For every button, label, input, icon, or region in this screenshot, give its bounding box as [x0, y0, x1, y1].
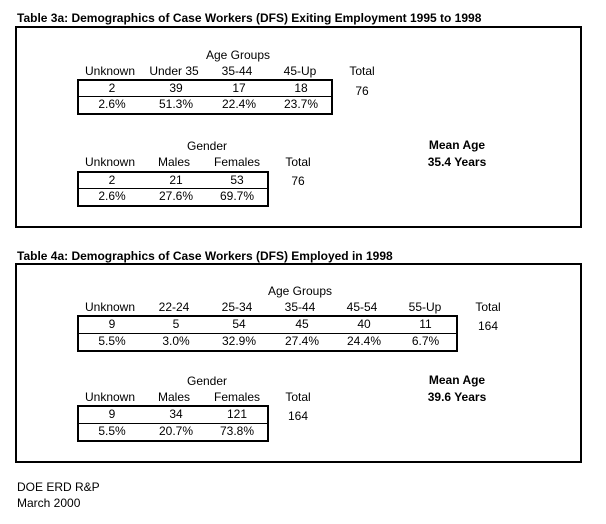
age-total-value: 164 [477, 319, 499, 333]
footer-date: March 2000 [17, 496, 81, 510]
age-count-cell: 40 [333, 317, 395, 334]
gender-percent-cell: 5.5% [98, 423, 126, 438]
mean-age-value: 39.6 Years [427, 390, 487, 404]
gender-col-header: Females [213, 390, 260, 404]
gender-count-cell: 2 [79, 173, 145, 189]
table-4a-title: Table 4a: Demographics of Case Workers (DFS) Employed in 1998 [17, 249, 393, 263]
age-total-value: 76 [355, 84, 369, 98]
age-count-cell: 39 [145, 81, 207, 97]
age-data-table [77, 79, 333, 115]
age-col-header: 22-24 [158, 300, 190, 314]
age-col-header: 55-Up [408, 300, 442, 314]
gender-total-value: 164 [287, 409, 309, 423]
age-count-cell: 11 [395, 317, 456, 334]
age-percent-cell: 27.4% [284, 333, 320, 348]
gender-col-header: Females [213, 155, 260, 169]
age-groups-heading: Age Groups [267, 284, 333, 298]
age-count-cell: 54 [207, 317, 271, 334]
age-percent-cell: 6.7% [411, 333, 440, 348]
age-count-cell: 2 [79, 81, 145, 97]
age-groups-heading: Age Groups [205, 48, 271, 62]
gender-percent-cell: 73.8% [219, 423, 255, 438]
gender-col-header: Males [157, 390, 190, 404]
gender-percent-cell: 27.6% [158, 189, 194, 203]
age-percent-cell: 5.5% [98, 333, 126, 348]
gender-total-header: Total [285, 390, 311, 404]
age-percent-cell: 32.9% [221, 333, 257, 348]
age-col-header: Unknown [84, 300, 136, 314]
age-data-table [77, 315, 458, 352]
age-count-cell: 17 [207, 81, 271, 97]
gender-col-header: Unknown [84, 390, 136, 404]
mean-age-label: Mean Age [428, 373, 486, 387]
gender-count-cell: 21 [145, 173, 207, 189]
gender-count-cell: 53 [207, 173, 267, 189]
age-col-header: 45-54 [346, 300, 378, 314]
age-col-header: 45-Up [283, 64, 317, 78]
mean-age-label: Mean Age [428, 138, 486, 152]
gender-percent-cell: 2.6% [98, 189, 126, 203]
gender-percent-cell: 69.7% [219, 189, 255, 203]
age-col-header: 35-44 [284, 300, 316, 314]
gender-count-cell: 34 [145, 407, 207, 424]
age-percent-cell: 24.4% [346, 333, 382, 348]
age-percent-cell: 2.6% [98, 97, 126, 111]
age-count-cell: 18 [271, 81, 331, 97]
table-3a-title: Table 3a: Demographics of Case Workers (DFS) Exiting Employment 1995 to 1998 [17, 11, 482, 25]
age-count-cell: 45 [271, 317, 333, 334]
gender-count-cell: 121 [207, 407, 267, 424]
gender-percent-cell: 20.7% [158, 423, 194, 438]
age-col-header: Under 35 [149, 64, 199, 78]
age-total-header: Total [475, 300, 501, 314]
age-count-cell: 9 [79, 317, 145, 334]
mean-age-value: 35.4 Years [427, 155, 487, 169]
age-percent-cell: 51.3% [158, 97, 194, 111]
gender-total-header: Total [285, 155, 311, 169]
gender-total-value: 76 [291, 174, 305, 188]
age-col-header: 25-34 [221, 300, 253, 314]
age-percent-cell: 23.7% [283, 97, 319, 111]
age-percent-cell: 22.4% [221, 97, 257, 111]
age-col-header: 35-44 [221, 64, 253, 78]
age-percent-cell: 3.0% [162, 333, 190, 348]
gender-col-header: Males [157, 155, 190, 169]
age-total-header: Total [349, 64, 375, 78]
age-col-header: Unknown [84, 64, 136, 78]
age-count-cell: 5 [145, 317, 207, 334]
gender-data-table [77, 171, 269, 207]
gender-heading: Gender [186, 139, 228, 153]
gender-heading: Gender [186, 374, 228, 388]
gender-col-header: Unknown [84, 155, 136, 169]
gender-count-cell: 9 [79, 407, 145, 424]
footer-org: DOE ERD R&P [17, 480, 100, 494]
gender-data-table [77, 405, 269, 442]
